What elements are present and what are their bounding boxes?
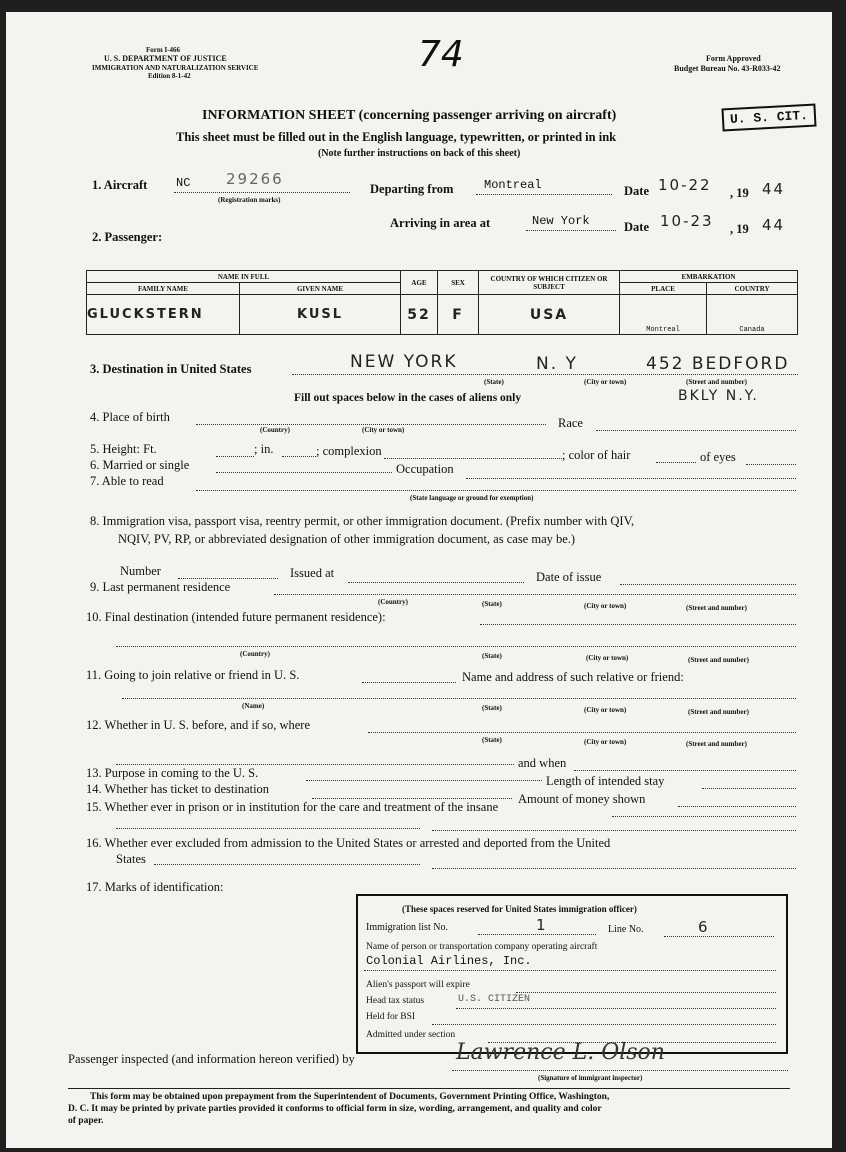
information-sheet: [6, 12, 832, 1148]
number-label: Number: [120, 564, 161, 578]
language-caption: (State language or ground for exemption): [410, 494, 534, 502]
residence-country-caption: (Country): [378, 598, 408, 606]
company-label: Name of person or transportation company operating aircraft: [366, 942, 598, 952]
and-when-label: and when: [518, 756, 567, 770]
prior-state-caption: (State): [482, 736, 502, 744]
citizenship: USA: [479, 295, 620, 335]
line-number-label: Line No.: [608, 924, 644, 935]
money-label: Amount of money shown: [518, 792, 646, 806]
passport-expire-label: Alien's passport will expire: [366, 980, 470, 990]
given-name: KUSL: [240, 295, 401, 335]
final-destination-label: 10. Final destination (intended future permanent residence):: [86, 610, 386, 624]
family-name: GLUCKSTERN: [87, 295, 240, 335]
issued-at-label: Issued at: [290, 566, 335, 580]
list-number: 1: [536, 916, 548, 934]
stay-length-label: Length of intended stay: [546, 774, 665, 788]
held-bsi-label: Held for BSI: [366, 1012, 416, 1022]
prior-visit-label: 12. Whether in U. S. before, and if so, where: [86, 718, 311, 732]
destination-label: 3. Destination in United States: [90, 362, 252, 376]
arriving-year-prefix: , 19: [730, 222, 749, 236]
birth-city-caption: (City or town): [362, 426, 405, 434]
immigration-document-label-2: NQIV, PV, RP, or abbreviated designation of other immigration document, as case may be.): [118, 532, 576, 546]
immigration-document-label: 8. Immigration visa, passport visa, reentry permit, or other immigration document. (Prefix number with QIV,: [90, 514, 635, 528]
footer-line-2: D. C. It may be printed by private parties provided it conforms to official form in size, wording, arrangement, and quality and color: [68, 1104, 602, 1114]
relative-city-caption: (City or town): [584, 706, 627, 714]
destination-street-line2: BKLY N.Y.: [678, 388, 759, 404]
admitted-section-label: Admitted under section: [366, 1030, 456, 1040]
budget-number: Budget Bureau No. 43-R033-42: [674, 64, 781, 73]
race-label: Race: [558, 416, 583, 430]
age: 52: [401, 295, 438, 335]
head-tax-status: U.S. CITIZEN: [458, 994, 531, 1005]
departing-label: Departing from: [370, 182, 454, 196]
excluded-label-2: States: [116, 852, 146, 866]
final-street-caption: (Street and number): [688, 656, 749, 664]
head-tax-label: Head tax status: [366, 996, 425, 1006]
excluded-label: 16. Whether ever excluded from admission to the United States or arrested and deported from the United: [86, 836, 611, 850]
date-of-issue-label: Date of issue: [536, 570, 602, 584]
relative-street-caption: (Street and number): [688, 708, 749, 716]
arriving-year: 44: [762, 216, 786, 234]
destination-city-caption: (City or town): [584, 378, 627, 386]
relative-state-caption: (State): [482, 704, 502, 712]
final-state-caption: (State): [482, 652, 502, 660]
form-number: Form I-466: [146, 46, 181, 54]
name-in-full-header: NAME IN FULL: [87, 271, 401, 283]
line-number: 6: [698, 918, 710, 936]
relative-name-caption: (Name): [242, 702, 265, 710]
height-label: 5. Height: Ft.: [90, 442, 157, 456]
alien-section-header: Fill out spaces below in the cases of aliens only: [294, 392, 522, 404]
departing-year: 44: [762, 180, 786, 198]
aircraft-registration: 29266: [226, 170, 284, 188]
footer-line-3: of paper.: [68, 1116, 104, 1126]
department: U. S. DEPARTMENT OF JUSTICE: [104, 54, 227, 63]
registration-caption: (Registration marks): [218, 196, 281, 204]
footer-line-1: This form may be obtained upon prepayment from the Superintendent of Documents, Government Printing Office, Washington,: [90, 1092, 610, 1102]
list-number-label: Immigration list No.: [366, 922, 448, 933]
join-relative-label: 11. Going to join relative or friend in U. S.: [86, 668, 300, 682]
departing-date-label: Date: [624, 184, 649, 198]
able-to-read-label: 7. Able to read: [90, 474, 164, 488]
destination-state: NEW YORK: [350, 352, 458, 372]
officer-box-title: (These spaces reserved for United States immigration officer): [402, 904, 637, 914]
passenger-label: 2. Passenger:: [92, 230, 163, 244]
prior-street-caption: (Street and number): [686, 740, 747, 748]
inspector-signature: Lawrence L. Olson: [456, 1040, 665, 1065]
destination-street-caption: (Street and number): [686, 378, 747, 386]
arriving-city: New York: [532, 214, 590, 228]
citizenship-header: COUNTRY OF WHICH CITIZEN OR SUBJECT: [479, 271, 620, 295]
marital-status-label: 6. Married or single: [90, 458, 190, 472]
complexion-label: ; complexion: [316, 444, 382, 458]
arriving-label: Arriving in area at: [390, 216, 491, 230]
height-inches-label: ; in.: [254, 442, 274, 456]
purpose-label: 13. Purpose in coming to the U. S.: [86, 766, 259, 780]
place-of-birth-label: 4. Place of birth: [90, 410, 170, 424]
final-city-caption: (City or town): [586, 654, 629, 662]
aircraft-prefix: NC: [176, 176, 191, 190]
destination-state-caption: (State): [484, 378, 504, 386]
destination-city: N. Y: [536, 354, 578, 374]
final-country-caption: (Country): [240, 650, 270, 658]
page-subtitle: This sheet must be filled out in the English language, typewritten, or printed in ink: [176, 130, 617, 144]
relative-name-label: Name and address of such relative or friend:: [462, 670, 684, 684]
embarkation-place: Montreal: [620, 295, 707, 335]
inspection-label: Passenger inspected (and information hereon verified) by: [68, 1052, 355, 1066]
us-citizen-stamp: U. S. CIT.: [721, 104, 816, 132]
immigration-officer-box: [356, 894, 788, 1054]
passenger-table: [86, 270, 798, 335]
occupation-label: Occupation: [396, 462, 454, 476]
sex-header: SEX: [438, 271, 479, 295]
service: IMMIGRATION AND NATURALIZATION SERVICE: [92, 64, 259, 72]
signature-caption: (Signature of immigrant inspector): [538, 1074, 643, 1082]
arriving-date: 10-23: [660, 212, 714, 230]
prior-city-caption: (City or town): [584, 738, 627, 746]
arriving-date-label: Date: [624, 220, 649, 234]
departing-year-prefix: , 19: [730, 186, 749, 200]
residence-state-caption: (State): [482, 600, 502, 608]
identification-marks-label: 17. Marks of identification:: [86, 880, 224, 894]
page-number-handwritten: 74: [418, 34, 464, 75]
page-title: INFORMATION SHEET (concerning passenger arriving on aircraft): [202, 108, 617, 123]
form-approved: Form Approved: [706, 54, 761, 63]
birth-country-caption: (Country): [260, 426, 290, 434]
departing-city: Montreal: [484, 178, 542, 192]
eye-color-label: of eyes: [700, 450, 736, 464]
embarkation-country: Canada: [707, 295, 798, 335]
hair-color-label: ; color of hair: [562, 448, 631, 462]
company-name: Colonial Airlines, Inc.: [366, 954, 532, 968]
departing-date: 10-22: [658, 176, 712, 194]
family-name-header: FAMILY NAME: [87, 283, 240, 295]
destination-street: 452 BEDFORD: [646, 354, 790, 374]
age-header: AGE: [401, 271, 438, 295]
place-header: PLACE: [620, 283, 707, 295]
embarkation-header: EMBARKATION: [620, 271, 798, 283]
residence-city-caption: (City or town): [584, 602, 627, 610]
sex: F: [438, 295, 479, 335]
edition: Edition 8-1-42: [148, 72, 191, 80]
instructions-note: (Note further instructions on back of this sheet): [318, 148, 521, 159]
last-residence-label: 9. Last permanent residence: [90, 580, 231, 594]
emb-country-header: COUNTRY: [707, 283, 798, 295]
ticket-label: 14. Whether has ticket to destination: [86, 782, 270, 796]
given-name-header: GIVEN NAME: [240, 283, 401, 295]
residence-street-caption: (Street and number): [686, 604, 747, 612]
prison-label: 15. Whether ever in prison or in institution for the care and treatment of the insane: [86, 800, 499, 814]
aircraft-label: 1. Aircraft: [92, 178, 148, 192]
